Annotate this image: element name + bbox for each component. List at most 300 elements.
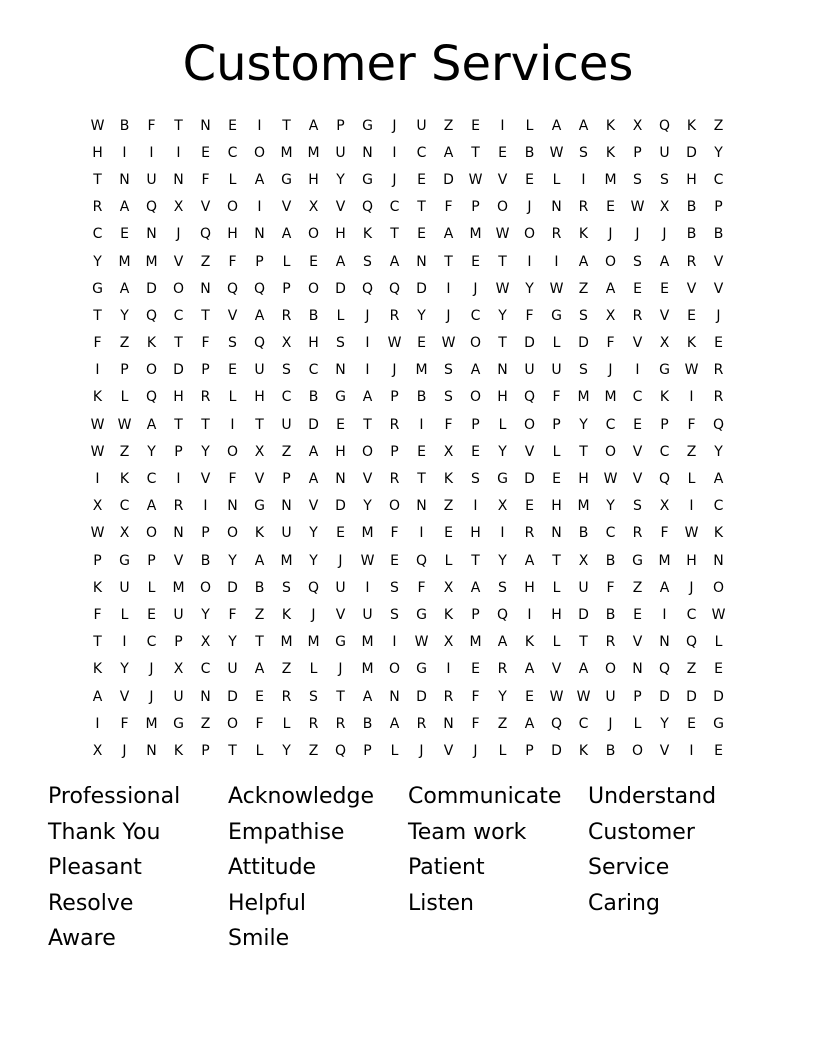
- grid-letter: R: [524, 525, 535, 542]
- grid-letter: D: [659, 688, 670, 705]
- grid-letter: A: [308, 471, 319, 488]
- grid-letter: X: [173, 661, 184, 678]
- grid-letter: B: [605, 606, 616, 623]
- grid-letter: T: [174, 335, 183, 352]
- grid-letter: I: [95, 471, 100, 488]
- grid-letter: X: [443, 579, 454, 596]
- grid-letter: A: [254, 307, 265, 324]
- grid-letter: D: [686, 144, 697, 161]
- grid-letter: Q: [145, 199, 158, 216]
- grid-letter: O: [712, 579, 725, 596]
- grid-letter: T: [93, 171, 102, 188]
- grid-letter: T: [93, 307, 102, 324]
- grid-letter: Q: [199, 226, 212, 243]
- page-title: Customer Services: [182, 36, 634, 92]
- grid-letter: M: [577, 498, 590, 515]
- grid-letter: J: [392, 171, 397, 188]
- grid-letter: P: [93, 552, 102, 569]
- grid-letter: A: [146, 416, 157, 433]
- grid-letter: G: [254, 498, 265, 515]
- grid-letter: C: [92, 226, 103, 243]
- grid-letter: A: [524, 715, 535, 732]
- grid-letter: A: [335, 253, 346, 270]
- grid-letter: O: [496, 199, 509, 216]
- grid-letter: W: [549, 688, 564, 705]
- grid-letter: L: [687, 471, 696, 488]
- grid-letter: A: [497, 634, 508, 651]
- grid-letter: E: [120, 226, 129, 243]
- grid-row: [84, 248, 732, 275]
- grid-letter: I: [149, 144, 154, 161]
- grid-letter: W: [90, 117, 105, 134]
- grid-letter: Q: [253, 335, 266, 352]
- grid-letter: X: [659, 199, 670, 216]
- grid-letter: G: [551, 307, 562, 324]
- grid-letter: J: [149, 661, 154, 678]
- grid-letter: S: [228, 335, 237, 352]
- grid-letter: N: [632, 661, 643, 678]
- grid-letter: D: [551, 742, 562, 759]
- grid-letter: G: [92, 280, 103, 297]
- word-list-item: Empathise: [228, 819, 345, 845]
- grid-letter: L: [228, 389, 237, 406]
- grid-letter: I: [419, 416, 424, 433]
- grid-letter: K: [524, 634, 535, 651]
- grid-letter: V: [632, 634, 643, 651]
- grid-letter: R: [416, 715, 427, 732]
- grid-letter: I: [581, 171, 586, 188]
- grid-letter: L: [390, 742, 399, 759]
- word-list-item: Aware: [48, 926, 116, 951]
- grid-letter: P: [471, 199, 480, 216]
- grid-letter: U: [335, 144, 346, 161]
- grid-letter: K: [443, 471, 454, 488]
- grid-letter: P: [282, 280, 291, 297]
- grid-letter: D: [308, 416, 319, 433]
- grid-letter: D: [227, 688, 238, 705]
- grid-letter: S: [309, 688, 318, 705]
- grid-letter: X: [659, 498, 670, 515]
- grid-letter: N: [335, 362, 346, 379]
- grid-letter: I: [203, 498, 208, 515]
- grid-letter: Y: [660, 715, 669, 732]
- grid-letter: I: [446, 661, 451, 678]
- grid-letter: I: [689, 742, 694, 759]
- grid-letter: E: [525, 171, 534, 188]
- grid-letter: H: [254, 389, 265, 406]
- grid-letter: D: [578, 335, 589, 352]
- grid-letter: C: [146, 634, 157, 651]
- grid-letter: M: [145, 253, 158, 270]
- grid-letter: A: [659, 253, 670, 270]
- grid-letter: M: [361, 525, 374, 542]
- grid-letter: D: [227, 579, 238, 596]
- grid-letter: B: [200, 552, 211, 569]
- grid-letter: J: [608, 226, 613, 243]
- grid-letter: X: [632, 117, 643, 134]
- grid-letter: S: [660, 171, 669, 188]
- grid-letter: J: [716, 307, 721, 324]
- grid-letter: N: [551, 525, 562, 542]
- grid-letter: B: [605, 552, 616, 569]
- grid-row: [84, 683, 732, 710]
- grid-letter: H: [308, 171, 319, 188]
- grid-letter: O: [604, 661, 617, 678]
- grid-letter: V: [659, 742, 670, 759]
- grid-letter: A: [443, 144, 454, 161]
- grid-letter: C: [470, 307, 481, 324]
- grid-letter: V: [632, 443, 643, 460]
- grid-letter: J: [473, 742, 478, 759]
- grid-row: [84, 302, 732, 329]
- grid-letter: Z: [281, 443, 292, 460]
- grid-letter: T: [336, 688, 345, 705]
- grid-letter: E: [336, 525, 345, 542]
- grid-letter: I: [257, 117, 262, 134]
- grid-letter: P: [201, 525, 210, 542]
- grid-letter: T: [552, 552, 561, 569]
- grid-letter: Q: [145, 307, 158, 324]
- grid-letter: F: [228, 606, 237, 623]
- grid-letter: L: [498, 742, 507, 759]
- grid-letter: A: [254, 552, 265, 569]
- grid-letter: C: [605, 416, 616, 433]
- grid-letter: E: [552, 471, 561, 488]
- grid-letter: E: [714, 335, 723, 352]
- grid-letter: J: [473, 280, 478, 297]
- grid-letter: N: [713, 552, 724, 569]
- grid-letter: Y: [282, 742, 291, 759]
- grid-letter: E: [255, 688, 264, 705]
- grid-letter: F: [471, 688, 480, 705]
- grid-letter: R: [632, 525, 643, 542]
- word-list-item: Attitude: [228, 855, 317, 880]
- grid-letter: J: [338, 552, 343, 569]
- grid-letter: N: [173, 525, 184, 542]
- grid-letter: A: [659, 579, 670, 596]
- grid-letter: H: [551, 498, 562, 515]
- grid-row: [84, 275, 732, 302]
- grid-letter: P: [525, 742, 534, 759]
- grid-letter: M: [469, 226, 482, 243]
- grid-letter: Y: [309, 525, 318, 542]
- grid-letter: I: [635, 362, 640, 379]
- grid-letter: L: [552, 335, 561, 352]
- grid-letter: J: [365, 307, 370, 324]
- grid-letter: O: [226, 199, 239, 216]
- grid-letter: C: [686, 606, 697, 623]
- grid-letter: J: [176, 226, 181, 243]
- grid-letter: W: [684, 525, 699, 542]
- grid-letter: I: [446, 280, 451, 297]
- grid-letter: I: [554, 253, 559, 270]
- grid-letter: W: [495, 280, 510, 297]
- grid-letter: P: [282, 471, 291, 488]
- grid-letter: Z: [632, 579, 643, 596]
- grid-letter: H: [524, 579, 535, 596]
- grid-letter: Q: [145, 389, 158, 406]
- grid-letter: E: [471, 443, 480, 460]
- grid-letter: T: [174, 416, 183, 433]
- grid-letter: O: [523, 226, 536, 243]
- grid-letter: L: [120, 606, 129, 623]
- grid-letter: V: [308, 498, 319, 515]
- grid-letter: O: [388, 661, 401, 678]
- grid-letter: Y: [228, 634, 237, 651]
- grid-letter: I: [122, 144, 127, 161]
- grid-letter: V: [227, 307, 238, 324]
- grid-letter: M: [307, 634, 320, 651]
- grid-letter: X: [443, 634, 454, 651]
- grid-letter: E: [633, 606, 642, 623]
- grid-letter: N: [200, 117, 211, 134]
- grid-letter: C: [227, 144, 238, 161]
- grid-letter: A: [578, 661, 589, 678]
- grid-letter: C: [146, 471, 157, 488]
- grid-letter: E: [633, 280, 642, 297]
- grid-letter: E: [417, 335, 426, 352]
- grid-letter: E: [444, 525, 453, 542]
- grid-letter: L: [552, 443, 561, 460]
- grid-letter: X: [254, 443, 265, 460]
- grid-letter: P: [471, 416, 480, 433]
- grid-letter: W: [630, 199, 645, 216]
- grid-letter: F: [687, 416, 696, 433]
- grid-letter: Y: [606, 498, 615, 515]
- grid-letter: P: [147, 552, 156, 569]
- grid-letter: P: [120, 362, 129, 379]
- grid-letter: K: [605, 117, 616, 134]
- grid-letter: Y: [363, 498, 372, 515]
- grid-letter: P: [201, 362, 210, 379]
- grid-letter: A: [281, 226, 292, 243]
- word-list-item: Resolve: [48, 890, 134, 916]
- grid-letter: R: [713, 389, 724, 406]
- grid-letter: A: [443, 226, 454, 243]
- grid-letter: V: [119, 688, 130, 705]
- grid-letter: O: [523, 416, 536, 433]
- grid-letter: J: [149, 688, 154, 705]
- grid-letter: X: [119, 525, 130, 542]
- grid-letter: I: [500, 525, 505, 542]
- grid-letter: R: [605, 634, 616, 651]
- grid-letter: N: [200, 688, 211, 705]
- grid-letter: M: [604, 171, 617, 188]
- grid-letter: X: [659, 335, 670, 352]
- grid-letter: V: [686, 280, 697, 297]
- grid-letter: V: [443, 742, 454, 759]
- grid-letter: H: [335, 226, 346, 243]
- word-list-item: Caring: [588, 890, 660, 916]
- grid-row: [84, 493, 732, 520]
- grid-letter: Q: [685, 634, 698, 651]
- grid-letter: O: [226, 443, 239, 460]
- grid-letter: R: [686, 253, 697, 270]
- grid-letter: L: [147, 579, 156, 596]
- grid-letter: W: [603, 471, 618, 488]
- grid-letter: S: [282, 362, 291, 379]
- grid-letter: N: [281, 498, 292, 515]
- grid-letter: T: [390, 226, 399, 243]
- grid-row: [84, 438, 732, 465]
- grid-letter: Q: [253, 280, 266, 297]
- grid-letter: G: [362, 117, 373, 134]
- grid-letter: R: [632, 307, 643, 324]
- grid-letter: U: [551, 362, 562, 379]
- grid-letter: V: [632, 471, 643, 488]
- grid-letter: Q: [361, 199, 374, 216]
- grid-letter: D: [416, 280, 427, 297]
- grid-letter: N: [497, 362, 508, 379]
- grid-letter: C: [605, 525, 616, 542]
- grid-letter: E: [525, 498, 534, 515]
- grid-letter: Y: [309, 552, 318, 569]
- grid-letter: B: [524, 144, 535, 161]
- grid-letter: L: [552, 171, 561, 188]
- grid-letter: S: [444, 389, 453, 406]
- grid-letter: A: [119, 199, 130, 216]
- grid-letter: E: [471, 253, 480, 270]
- grid-letter: P: [552, 416, 561, 433]
- grid-letter: U: [335, 579, 346, 596]
- grid-letter: A: [389, 253, 400, 270]
- grid-letter: P: [174, 634, 183, 651]
- grid-letter: R: [389, 416, 400, 433]
- grid-letter: A: [713, 471, 724, 488]
- grid-letter: K: [686, 117, 697, 134]
- grid-letter: N: [443, 715, 454, 732]
- grid-letter: Y: [498, 688, 507, 705]
- grid-letter: Y: [714, 144, 723, 161]
- grid-letter: M: [280, 634, 293, 651]
- grid-row: [84, 601, 732, 628]
- grid-letter: O: [226, 525, 239, 542]
- grid-letter: U: [524, 362, 535, 379]
- grid-letter: O: [604, 253, 617, 270]
- grid-letter: Q: [550, 715, 563, 732]
- grid-letter: G: [632, 552, 643, 569]
- grid-letter: R: [308, 715, 319, 732]
- grid-letter: T: [363, 416, 372, 433]
- grid-letter: W: [441, 335, 456, 352]
- grid-letter: N: [416, 498, 427, 515]
- grid-letter: I: [95, 715, 100, 732]
- grid-letter: B: [605, 742, 616, 759]
- grid-letter: N: [119, 171, 130, 188]
- grid-letter: E: [417, 171, 426, 188]
- grid-letter: Y: [147, 443, 156, 460]
- grid-letter: F: [93, 606, 102, 623]
- grid-letter: M: [307, 144, 320, 161]
- grid-letter: K: [362, 226, 373, 243]
- grid-letter: M: [280, 144, 293, 161]
- grid-letter: I: [230, 416, 235, 433]
- grid-letter: H: [308, 335, 319, 352]
- grid-letter: E: [714, 661, 723, 678]
- grid-letter: W: [495, 226, 510, 243]
- grid-row: [84, 465, 732, 492]
- grid-letter: V: [173, 253, 184, 270]
- grid-letter: I: [527, 606, 532, 623]
- grid-letter: Z: [281, 661, 292, 678]
- grid-row: [84, 547, 732, 574]
- grid-letter: B: [254, 579, 265, 596]
- grid-letter: D: [686, 688, 697, 705]
- grid-letter: L: [633, 715, 642, 732]
- grid-letter: G: [659, 362, 670, 379]
- grid-letter: Q: [496, 606, 509, 623]
- grid-letter: V: [362, 471, 373, 488]
- grid-letter: L: [444, 552, 453, 569]
- grid-letter: G: [713, 715, 724, 732]
- grid-letter: P: [633, 144, 642, 161]
- grid-letter: S: [498, 579, 507, 596]
- grid-letter: M: [658, 552, 671, 569]
- grid-letter: T: [579, 634, 588, 651]
- grid-letter: E: [417, 443, 426, 460]
- grid-letter: V: [281, 199, 292, 216]
- grid-row: [84, 330, 732, 357]
- grid-letter: T: [201, 307, 210, 324]
- grid-letter: F: [525, 307, 534, 324]
- grid-letter: O: [307, 280, 320, 297]
- grid-letter: K: [605, 144, 616, 161]
- grid-letter: G: [173, 715, 184, 732]
- grid-letter: E: [201, 144, 210, 161]
- grid-letter: S: [579, 362, 588, 379]
- grid-letter: K: [713, 525, 724, 542]
- grid-letter: X: [92, 498, 103, 515]
- grid-letter: R: [578, 199, 589, 216]
- grid-letter: Z: [686, 661, 697, 678]
- grid-letter: N: [254, 226, 265, 243]
- grid-letter: Z: [578, 280, 589, 297]
- grid-row: [84, 656, 732, 683]
- grid-letter: A: [254, 661, 265, 678]
- grid-letter: M: [361, 661, 374, 678]
- grid-letter: F: [93, 335, 102, 352]
- grid-letter: Y: [201, 443, 210, 460]
- grid-letter: F: [552, 389, 561, 406]
- grid-row: [84, 629, 732, 656]
- grid-letter: C: [173, 307, 184, 324]
- grid-letter: Z: [713, 117, 724, 134]
- grid-letter: G: [416, 606, 427, 623]
- grid-letter: Z: [200, 253, 211, 270]
- grid-letter: E: [228, 117, 237, 134]
- grid-letter: N: [551, 199, 562, 216]
- grid-letter: I: [500, 117, 505, 134]
- grid-letter: H: [497, 389, 508, 406]
- grid-letter: N: [335, 471, 346, 488]
- grid-letter: D: [335, 280, 346, 297]
- grid-letter: A: [524, 552, 535, 569]
- grid-letter: O: [604, 443, 617, 460]
- grid-letter: Y: [120, 307, 129, 324]
- grid-letter: W: [468, 171, 483, 188]
- grid-letter: Q: [658, 117, 671, 134]
- grid-letter: C: [416, 144, 427, 161]
- grid-letter: E: [660, 280, 669, 297]
- grid-letter: J: [635, 226, 640, 243]
- grid-letter: J: [689, 579, 694, 596]
- grid-letter: J: [446, 307, 451, 324]
- grid-letter: T: [444, 253, 453, 270]
- grid-letter: F: [201, 335, 210, 352]
- grid-letter: R: [713, 362, 724, 379]
- grid-letter: T: [282, 117, 291, 134]
- grid-letter: O: [361, 443, 374, 460]
